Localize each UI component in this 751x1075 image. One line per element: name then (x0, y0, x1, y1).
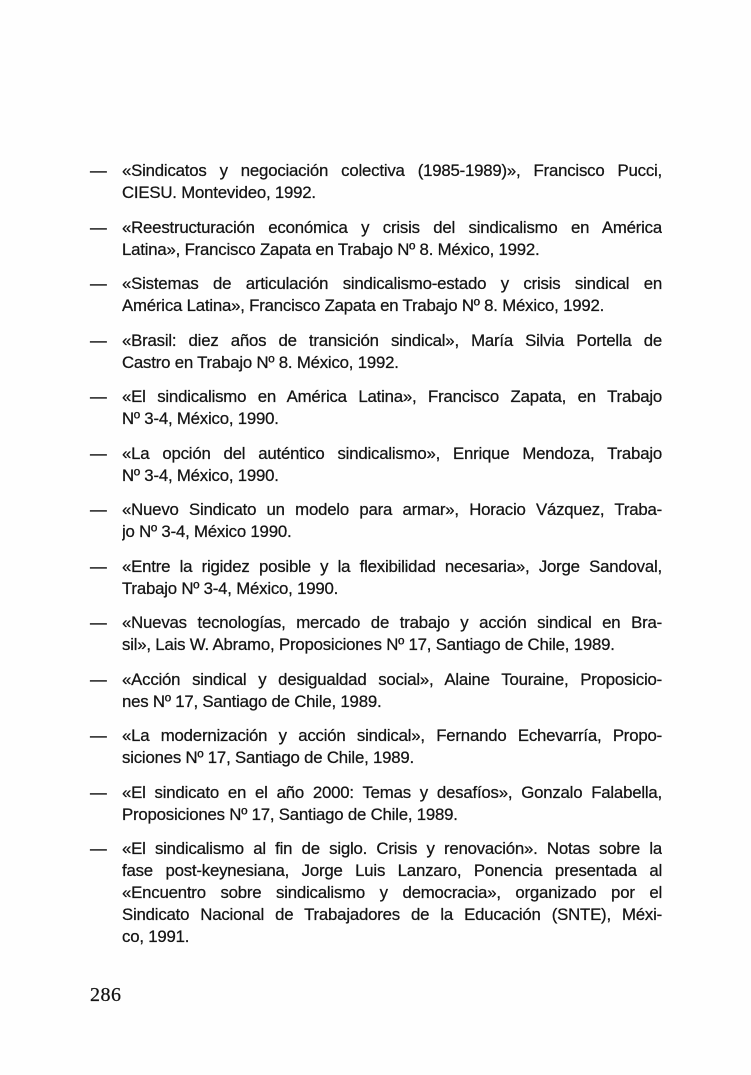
entry-line: «El sindicalismo en América Latina», Francisco Zapata, en Trabajo (122, 387, 662, 406)
entry-line: «Acción sindical y desigualdad social», Alaine Touraine, Proposicio- (122, 669, 662, 689)
em-dash-marker: — (90, 161, 107, 180)
em-dash-marker: — (90, 330, 107, 350)
entry-line: «El sindicato en el año 2000: Temas y desafíos», Gonzalo Falabella, (122, 782, 662, 802)
em-dash-marker: — (90, 782, 107, 802)
bibliography-entry (90, 782, 662, 826)
bibliography-entry (90, 669, 662, 713)
entry-line: Sindicato Nacional de Trabajadores de la Educación (SNTE), Méxi- (122, 905, 662, 924)
entry-line: Nº 3-4, México, 1990. (122, 409, 279, 428)
entry-line: «Nuevo Sindicato un modelo para armar», Horacio Vázquez, Traba- (122, 500, 662, 519)
entry-text (122, 669, 662, 713)
entry-text (122, 330, 662, 374)
entry-line: Latina», Francisco Zapata en Trabajo Nº 8. México, 1992. (122, 239, 540, 259)
bibliography-entry (90, 725, 662, 769)
bibliography-entry (90, 217, 662, 261)
bibliography-list (90, 160, 662, 961)
entry-line: «La modernización y acción sindical», Fernando Echevarría, Propo- (122, 726, 662, 745)
bibliography-entry (90, 556, 662, 600)
entry-text (122, 273, 662, 317)
entry-line: «Entre la rigidez posible y la flexibilidad necesaria», Jorge Sandoval, (122, 556, 662, 576)
entry-text (122, 725, 662, 769)
em-dash-marker: — (90, 274, 107, 293)
bibliography-entry (90, 273, 662, 317)
entry-text (122, 782, 662, 826)
entry-line: «El sindicalismo al fin de siglo. Crisis y renovación». Notas sobre la (122, 839, 662, 858)
entry-line: «La opción del auténtico sindicalismo», Enrique Mendoza, Trabajo (122, 443, 662, 463)
entry-line: CIESU. Montevideo, 1992. (122, 183, 316, 202)
bibliography-entry (90, 838, 662, 948)
bibliography-entry (90, 443, 662, 487)
entry-text (122, 499, 662, 543)
em-dash-marker: — (90, 443, 107, 463)
entry-line: «Encuentro sobre sindicalismo y democracia», organizado por el (122, 883, 662, 902)
page-number: 286 (90, 984, 122, 1006)
bibliography-entry (90, 160, 662, 204)
entry-text (122, 612, 662, 656)
em-dash-marker: — (90, 669, 107, 689)
entry-line: fase post-keynesiana, Jorge Luis Lanzaro, Ponencia presentada al (122, 861, 662, 880)
em-dash-marker: — (90, 726, 107, 745)
em-dash-marker: — (90, 500, 107, 519)
entry-line: Castro en Trabajo Nº 8. México, 1992. (122, 352, 399, 372)
entry-text (122, 443, 662, 487)
entry-line: siciones Nº 17, Santiago de Chile, 1989. (122, 748, 414, 767)
entry-text (122, 386, 662, 430)
entry-line: América Latina», Francisco Zapata en Trabajo Nº 8. México, 1992. (122, 296, 605, 315)
entry-line: nes Nº 17, Santiago de Chile, 1989. (122, 691, 382, 711)
em-dash-marker: — (90, 839, 107, 858)
entry-line: «Sindicatos y negociación colectiva (1985-1989)», Francisco Pucci, (122, 161, 662, 180)
entry-text (122, 838, 662, 948)
entry-line: «Brasil: diez años de transición sindical», María Silvia Portella de (122, 330, 662, 350)
bibliography-entry (90, 612, 662, 656)
bibliography-entry (90, 386, 662, 430)
bibliography-entry (90, 499, 662, 543)
entry-line: Nº 3-4, México, 1990. (122, 465, 279, 485)
bibliography-entry (90, 330, 662, 374)
entry-line: Proposiciones Nº 17, Santiago de Chile, 1989. (122, 804, 458, 824)
entry-text (122, 556, 662, 600)
entry-line: co, 1991. (122, 927, 190, 946)
entry-line: «Nuevas tecnologías, mercado de trabajo y acción sindical en Bra- (122, 613, 662, 632)
entry-line: Trabajo Nº 3-4, México, 1990. (122, 578, 339, 598)
em-dash-marker: — (90, 217, 107, 237)
entry-line: «Reestructuración económica y crisis del sindicalismo en América (122, 217, 662, 237)
entry-line: sil», Lais W. Abramo, Proposiciones Nº 17, Santiago de Chile, 1989. (122, 635, 615, 654)
entry-text (122, 160, 662, 204)
em-dash-marker: — (90, 613, 107, 632)
em-dash-marker: — (90, 387, 107, 406)
entry-text (122, 217, 662, 261)
entry-line: «Sistemas de articulación sindicalismo-estado y crisis sindical en (122, 274, 662, 293)
entry-line: jo Nº 3-4, México 1990. (122, 522, 292, 541)
em-dash-marker: — (90, 556, 107, 576)
